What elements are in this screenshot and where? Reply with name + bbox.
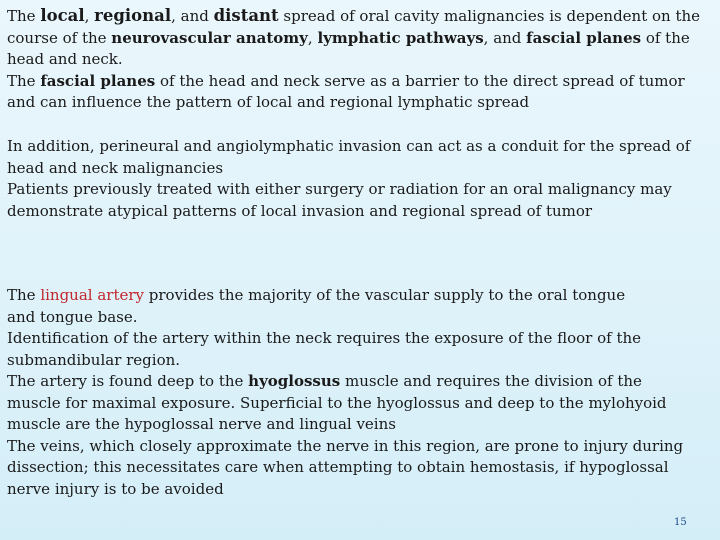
text-run: provides the majority of the vascular supply to the oral tongue — [144, 286, 626, 304]
text-run: , — [84, 7, 95, 25]
text-line: muscle are the hypoglossal nerve and lingual veins — [7, 415, 396, 433]
text-line: nerve injury is to be avoided — [7, 479, 224, 498]
text-run: course of the — [7, 28, 112, 47]
text-run: , and — [171, 7, 214, 25]
text-line: Identification of the artery within the neck requires the exposure of the floor of the — [7, 329, 642, 347]
paragraph-lingual-artery — [7, 285, 713, 500]
text-line — [7, 28, 713, 50]
text-line: demonstrate atypical patterns of local invasion and regional spread of tumor — [7, 201, 593, 220]
text-run: The artery is found deep to the — [7, 372, 249, 390]
text-run: The — [7, 7, 41, 25]
text-run: of the head and neck serve as a barrier to the direct spread of tumor — [155, 71, 685, 90]
text-line: submandibular region. — [7, 350, 181, 369]
text-line: and can influence the pattern of local and regional lymphatic spread — [7, 93, 530, 111]
term-lingual-artery: lingual artery — [40, 286, 145, 304]
text-line: Patients previously treated with either surgery or radiation for an oral malignancy may — [7, 180, 672, 198]
term-fascial-planes: fascial planes — [526, 28, 642, 47]
paragraph-spread-of-malignancy — [7, 5, 713, 114]
text-line: In addition, perineural and angiolymphatic invasion can act as a conduit for the spread of — [7, 137, 691, 155]
slide-number: 15 — [674, 517, 687, 528]
text-line — [7, 71, 713, 93]
term-local: local — [40, 6, 85, 25]
text-run: of the — [641, 28, 690, 47]
term-neurovascular-anatomy: neurovascular anatomy — [111, 28, 308, 47]
term-distant: distant — [213, 6, 279, 25]
text-line — [7, 371, 713, 393]
text-run: muscle and requires the division of the — [340, 372, 642, 390]
text-line: head and neck malignancies — [7, 158, 224, 177]
text-line — [7, 285, 713, 307]
term-regional: regional — [94, 6, 172, 25]
text-line: dissection; this necessitates care when attempting to obtain hemostasis, if hypoglossal — [7, 458, 669, 476]
text-run: The — [7, 286, 41, 304]
text-run: spread of oral cavity malignancies is dependent on the — [278, 7, 701, 25]
text-run: , — [307, 28, 318, 47]
text-run: , and — [483, 28, 527, 47]
term-fascial-planes: fascial planes — [40, 71, 156, 90]
term-hyoglossus: hyoglossus — [248, 372, 341, 390]
paragraph-perineural-invasion — [7, 136, 713, 222]
text-run: The — [7, 71, 41, 90]
text-line: The veins, which closely approximate the nerve in this region, are prone to injury during — [7, 436, 684, 455]
term-lymphatic-pathways: lymphatic pathways — [317, 28, 484, 47]
text-line — [7, 5, 713, 28]
text-line: and tongue base. — [7, 307, 138, 326]
text-line: head and neck. — [7, 50, 123, 68]
text-line: muscle for maximal exposure. Superficial to the hyoglossus and deep to the mylohyoid — [7, 393, 667, 412]
